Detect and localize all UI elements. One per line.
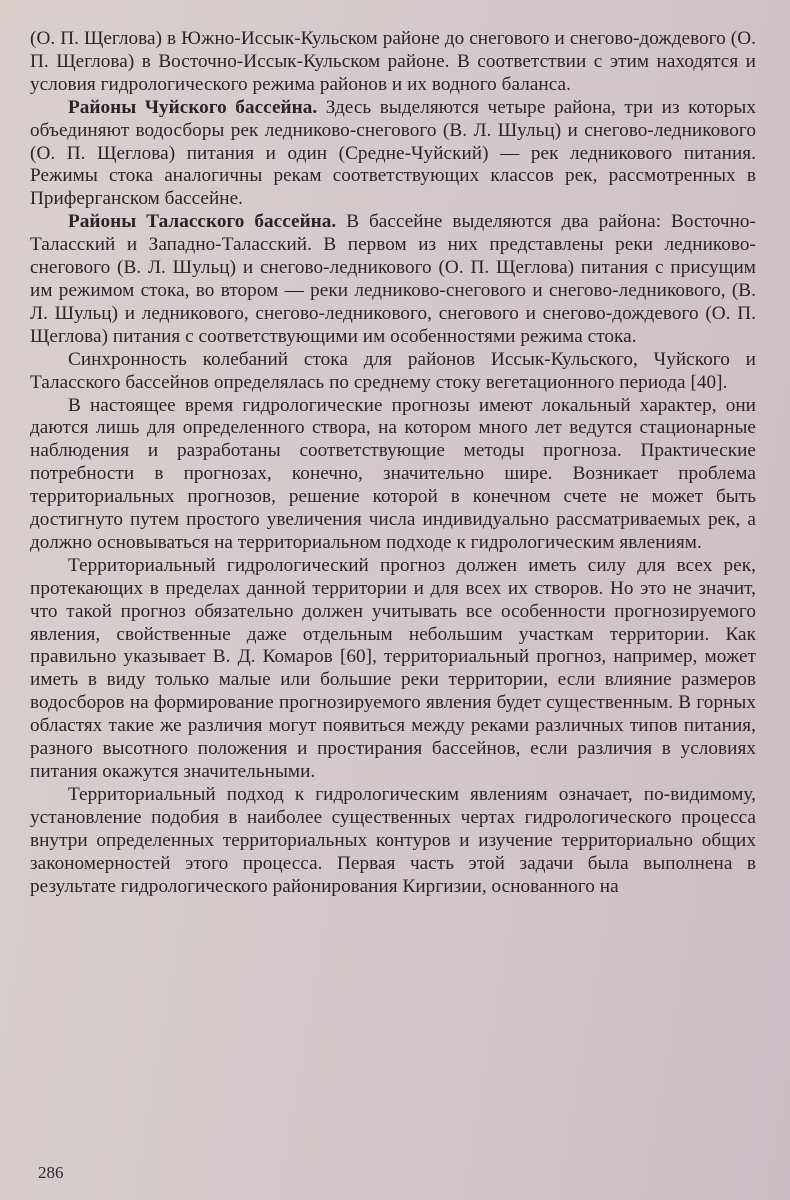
paragraph-text: (О. П. Щеглова) в Южно-Иссык-Кульском районе до снегового и снегово-дождевого (О. П. Щеглова) в Восточно-Иссык-Кульском районе. В соответствии с этим находятся и условия гидрологического режима районов и их водного баланса. [30,28,756,95]
paragraph-local-forecasts [30,395,756,555]
section-heading-chui: Районы Чуйского бассейна. [68,96,318,118]
paragraph-text: В бассейне выделяются два района: Восточно-Таласский и Западно-Таласский. В первом из них представлены реки ледниково-снегового (В. Л. Шульц) и снегово-ледникового (О. П. Щеглова) питания с присущим им режимом стока, во втором — реки ледниково-снегового и снегово-ледникового, (В. Л. Шульц) и ледникового, снегово-ледникового, снегового и снегово-дождевого (О. П. Щеглова) питания с соответствующими им особенностями режима стока. [30,211,756,347]
paragraph-text: В настоящее время гидрологические прогнозы имеют локальный характер, они даются лишь для определенного створа, на котором много лет ведутся стационарные наблюдения и разработаны соответствующие методы прогноза. Практические потребности в прогнозах, конечно, значительно шире. Возникает проблема территориальных прогнозов, решение которой в конечном счете не может быть достигнуто путем простого увеличения числа индивидуально рассматриваемых рек, а должно основываться на территориальном подходе к гидрологическим явлениям. [30,394,756,553]
page-number: 286 [38,1163,64,1182]
paragraph-territorial-forecast [30,555,756,784]
paragraph-chui-basin [30,97,756,212]
paragraph-synchronicity [30,349,756,395]
paragraph-text: Территориальный гидрологический прогноз должен иметь силу для всех рек, протекающих в пределах данной территории и для всех их створов. Но это не значит, что такой прогноз обязательно должен учитывать все особенности прогнозируемого явления, свойственные даже отдельным небольшим участкам территории. Как правильно указывает В. Д. Комаров [60], территориальный прогноз, например, может иметь в виду только малые или большие реки территории, если влияние размеров водосборов на формирование прогнозируемого явления будет существенным. В горных областях такие же различия могут появиться между реками различных типов питания, разного высотного положения и простирания бассейнов, если различия в условиях питания окажутся значительными. [30,554,756,782]
paragraph-text: Здесь выделяются четыре района, три из которых объединяют водосборы рек ледниково-снегового (В. Л. Шульц) и снегово-ледникового (О. П. Щеглова) питания и один (Средне-Чуйский) — рек ледникового питания. Режимы стока аналогичны рекам соответствующих классов рек, рассмотренных в Приферганском бассейне. [30,96,756,210]
paragraph-text: Синхронность колебаний стока для районов Иссык-Кульского, Чуйского и Таласского бассейнов определялась по среднему стоку вегетационного периода [40]. [30,348,756,393]
paragraph-text: Территориальный подход к гидрологическим явлениям означает, по-видимому, установление подобия в наиболее существенных чертах гидрологического процесса внутри определенных территориальных контуров и изучение территориально общих закономерностей этого процесса. Первая часть этой задачи была выполнена в результате гидрологического районирования Киргизии, основанного на [30,783,756,897]
paragraph-issyk-kul-continuation [30,28,756,97]
section-heading-talas: Районы Таласского бассейна. [68,211,337,233]
paragraph-territorial-approach [30,784,756,899]
paragraph-talas-basin [30,211,756,348]
